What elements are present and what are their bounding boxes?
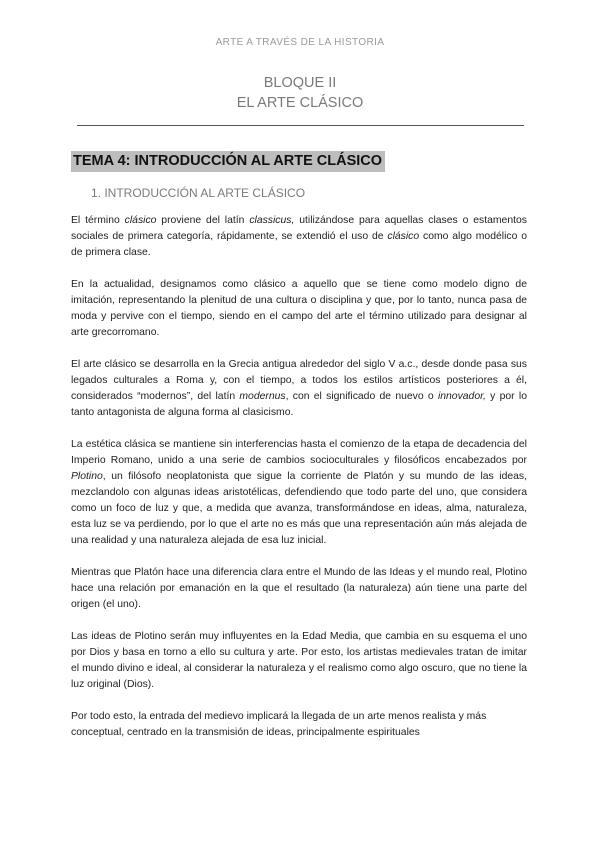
p4-text-a: La estética clásica se mantiene sin interferencias hasta el comienzo de la etapa de decadencia del Imperio Romano, unido a una serie de cambios socioculturales y filosóficos encabezados por: [71, 439, 527, 466]
paragraph-7: Por todo esto, la entrada del medievo implicará la llegada de un arte menos realista y más conceptual, centrado en la transmisión de ideas, principalmente espirituales: [71, 711, 487, 738]
p3-text-a: El arte clásico se desarrolla en la Grecia antigua alrededor del siglo V a.c., desde donde pasa sus legados culturales a Roma y, con el tiempo, a todos los estilos artísticos posteriores a él, considerados “modernos”, del latín: [71, 359, 527, 402]
subsection-title: 1. INTRODUCCIÓN AL ARTE CLÁSICO: [91, 186, 306, 200]
p1-text-e: utilizándose para aquellas clases o estamentos sociales de primera categoría, rápidamente, se extendió el uso de: [71, 215, 527, 242]
p3-text-c: , con el significado de nuevo o: [285, 391, 438, 402]
p4-text-c: , un filósofo neoplatonista que sigue la corriente de Platón y su mundo de las ideas, mezclandolo con algunas ideas aristotélicas, defendiendo que todo parte del uno, que considera como un foco de luz y que, a medida que avanza, transformándose en ideas, alma, naturaleza, esta luz se va perdiendo, por lo que el arte no es más que una representación aún más alejada de una realidad y una naturaleza alejada de esa luz inicial.: [71, 471, 527, 546]
p1-text-g: como algo modélico o de primera clase.: [71, 231, 527, 258]
paragraph-1: [71, 213, 527, 261]
p3-text-e: y por lo tanto antagonista de alguna forma al clasicismo.: [71, 391, 527, 418]
paragraph-5: Mientras que Platón hace una diferencia clara entre el Mundo de las Ideas y el mundo real, Plotino hace una relación por emanación en la que el resultado (la naturaleza) aún tiene una parte del origen (el uno).: [71, 567, 527, 610]
paragraph-4: [71, 437, 527, 549]
p3-emphasis-innovador: innovador,: [437, 391, 486, 402]
paragraph-2: En la actualidad, designamos como clásico a aquello que se tiene como modelo digno de imitación, representando la plenitud de una cultura o disciplina y que, por lo tanto, nunca pasa de moda y pervive con el tiempo, siendo en el campo del arte el término utilizado para designar al arte grecorromano.: [71, 279, 527, 338]
body-text: [71, 213, 527, 757]
p1-emphasis-clasico-2: clásico: [387, 231, 420, 242]
block-heading: [0, 73, 600, 113]
p4-emphasis-plotino: Plotino: [71, 471, 103, 482]
p1-emphasis-clasico: clásico: [124, 215, 157, 226]
p1-text-c: proviene del latín: [156, 215, 250, 226]
section-title: TEMA 4: INTRODUCCIÓN AL ARTE CLÁSICO: [71, 151, 385, 172]
p1-emphasis-classicus: classicus,: [249, 215, 295, 226]
p3-emphasis-modernus: modernus: [239, 391, 286, 402]
horizontal-divider: [77, 125, 524, 126]
block-number: BLOQUE II: [263, 75, 337, 91]
paragraph-3: [71, 357, 527, 421]
p1-text-a: El término: [71, 215, 125, 226]
paragraph-6: Las ideas de Plotino serán muy influyentes en la Edad Media, que cambia en su esquema el uno por Dios y basa en torno a ello su cultura y arte. Por esto, los artistas medievales tratan de imitar el mundo divino e ideal, al considerar la naturaleza y el realismo como algo oscuro, que no tiene la luz original (Dios).: [71, 631, 527, 690]
running-header: ARTE A TRAVÉS DE LA HISTORIA: [215, 37, 385, 48]
block-title: EL ARTE CLÁSICO: [236, 95, 364, 111]
